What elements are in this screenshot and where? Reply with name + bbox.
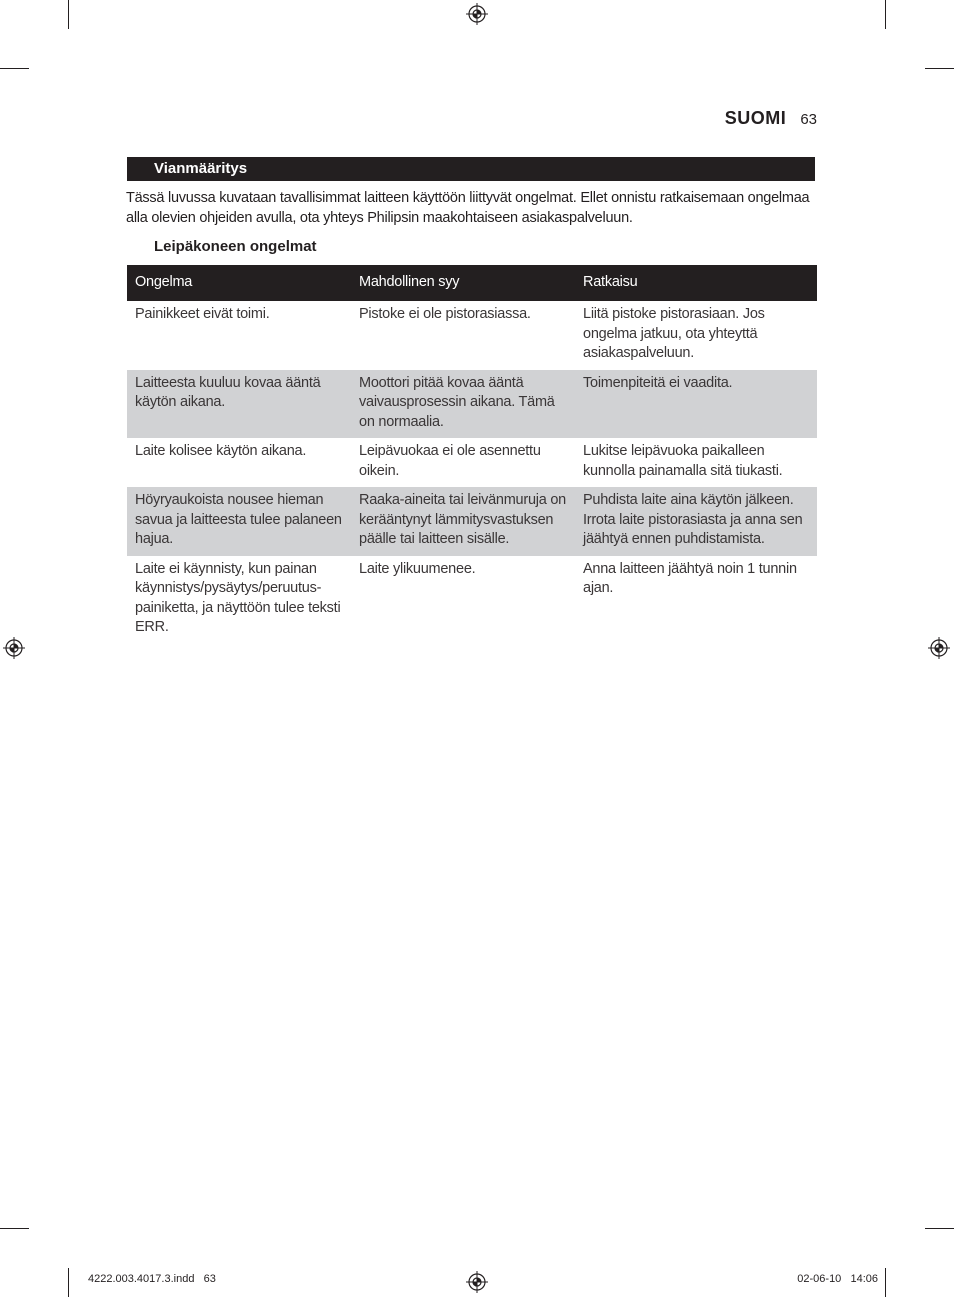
cause-cell: Leipävuokaa ei ole asennettu oikein. bbox=[359, 443, 541, 479]
table-row bbox=[127, 487, 817, 556]
problem-cell: Laitteesta kuuluu kovaa ääntä käytön aikana. bbox=[127, 370, 351, 439]
column-header-solution: Ratkaisu bbox=[575, 265, 817, 301]
cause-cell: Pistoke ei ole pistorasiassa. bbox=[359, 306, 531, 322]
problem-cell: Laite kolisee käytön aikana. bbox=[135, 443, 307, 459]
crop-mark bbox=[885, 1268, 886, 1297]
problem-cell: Laite ei käynnisty, kun painan käynnistys/pysäytys/peruutus-painiketta, ja näyttöön tulee teksti ERR. bbox=[135, 560, 341, 635]
problem-cell: Painikkeet eivät toimi. bbox=[135, 306, 270, 322]
cause-cell: Raaka-aineita tai leivänmuruja on kerääntynyt lämmitysvastuksen päälle tai laitteen sisälle. bbox=[351, 487, 575, 556]
table-row bbox=[127, 438, 817, 487]
solution-cell: Toimenpiteitä ei vaadita. bbox=[575, 370, 817, 439]
table-row bbox=[127, 556, 817, 644]
cause-cell: Laite ylikuumenee. bbox=[359, 560, 476, 577]
footer-file-info: 4222.003.4017.3.indd 63 bbox=[88, 1273, 216, 1285]
cause-cell: Moottori pitää kovaa ääntä vaivausprosessin aikana. Tämä on normaalia. bbox=[351, 370, 575, 439]
subsection-title: Leipäkoneen ongelmat bbox=[154, 238, 317, 255]
solution-cell: Liitä pistoke pistorasiaan. Jos ongelma jatkuu, ota yhteyttä asiakaspalveluun. bbox=[583, 306, 765, 361]
crop-mark bbox=[925, 68, 954, 69]
solution-cell: Puhdista laite aina käytön jälkeen. Irrota laite pistorasiasta ja anna sen jäähtyä ennen puhdistamista. bbox=[575, 487, 817, 556]
registration-mark-icon bbox=[466, 1271, 488, 1293]
column-header-problem: Ongelma bbox=[127, 265, 351, 301]
section-title: Vianmääritys bbox=[127, 157, 815, 181]
registration-mark-icon bbox=[466, 3, 488, 25]
solution-cell: Lukitse leipävuoka paikalleen kunnolla painamalla sitä tiukasti. bbox=[583, 443, 783, 479]
page-number: 63 bbox=[800, 111, 817, 128]
problem-cell: Höyryaukoista nousee hieman savua ja laitteesta tulee palaneen hajua. bbox=[127, 487, 351, 556]
column-header-cause: Mahdollinen syy bbox=[351, 265, 575, 301]
troubleshooting-table bbox=[127, 265, 817, 644]
solution-cell: Anna laitteen jäähtyä noin 1 tunnin ajan. bbox=[583, 560, 797, 596]
crop-mark bbox=[925, 1228, 954, 1229]
intro-paragraph: Tässä luvussa kuvataan tavallisimmat laitteen käyttöön liittyvät ongelmat. Ellet onnistu ratkaisemaan ongelmaa alla olevien ohjeiden avulla, ota yhteys Philipsin maakohtaiseen asiakaspalveluun. bbox=[126, 190, 810, 226]
crop-mark bbox=[0, 68, 29, 69]
footer-timestamp: 02-06-10 14:06 bbox=[797, 1273, 878, 1285]
crop-mark bbox=[68, 1268, 69, 1297]
page-header bbox=[725, 108, 817, 129]
table-row bbox=[127, 301, 817, 370]
registration-mark-icon bbox=[928, 637, 950, 659]
crop-mark bbox=[68, 0, 69, 29]
language-label: SUOMI bbox=[724, 108, 787, 128]
table-header-row bbox=[127, 265, 817, 301]
crop-mark bbox=[0, 1228, 29, 1229]
crop-mark bbox=[885, 0, 886, 29]
table-row bbox=[127, 370, 817, 439]
registration-mark-icon bbox=[3, 637, 25, 659]
